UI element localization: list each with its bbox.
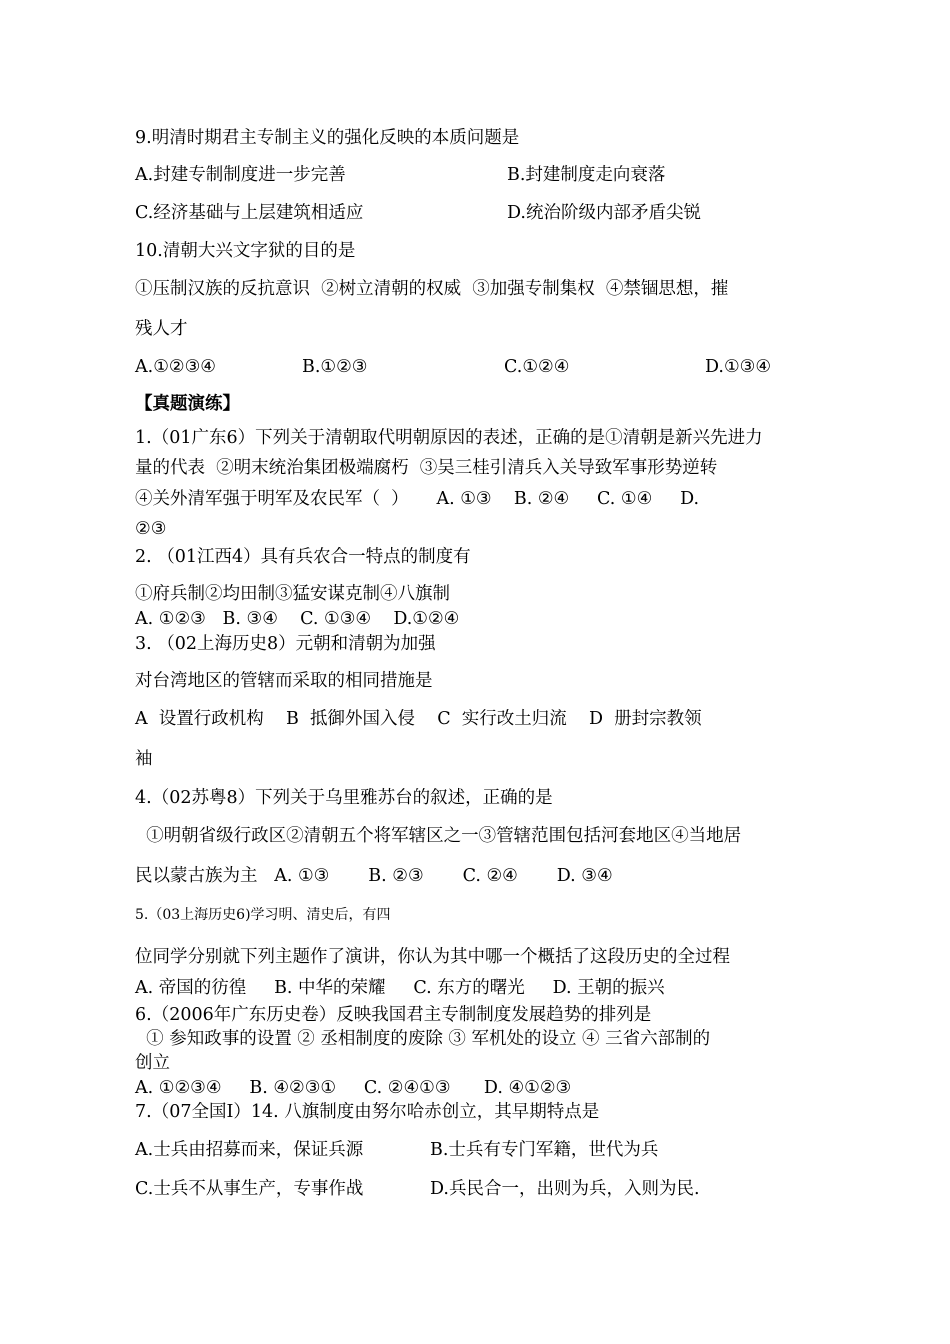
q9-option-d: D.统治阶级内部矛盾尖锐 bbox=[507, 203, 701, 223]
q10-option-d: D.①③④ bbox=[705, 357, 772, 377]
p4-line3: 民以蒙古族为主 A. ①③ B. ②③ C. ②④ D. ③④ bbox=[135, 866, 613, 886]
p7-option-a: A.士兵由招募而来，保证兵源 bbox=[135, 1140, 364, 1160]
p3-line4: 袖 bbox=[135, 749, 153, 769]
p7-option-c: C.士兵不从事生产，专事作战 bbox=[135, 1179, 364, 1199]
q9-option-a: A.封建专制制度进一步完善 bbox=[135, 165, 346, 185]
p7-option-d: D.兵民合一，出则为兵，入则为民. bbox=[430, 1179, 700, 1199]
q10-option-b: B.①②③ bbox=[302, 357, 368, 377]
p1-line2: 量的代表 ②明末统治集团极端腐朽 ③吴三桂引清兵入关导致军事形势逆转 bbox=[135, 458, 718, 478]
q9-stem: 9.明清时期君主专制主义的强化反映的本质问题是 bbox=[135, 128, 520, 148]
q9-option-c: C.经济基础与上层建筑相适应 bbox=[135, 203, 364, 223]
p2-options: A. ①②③ B. ③④ C. ①③④ D.①②④ bbox=[135, 609, 460, 629]
p6-line3: 创立 bbox=[135, 1053, 170, 1073]
q9-option-b: B.封建制度走向衰落 bbox=[507, 165, 666, 185]
section-title: 【真题演练】 bbox=[135, 394, 240, 414]
p6-line4: A. ①②③④ B. ④②③① C. ②④①③ D. ④①②③ bbox=[135, 1078, 572, 1098]
q10-stem: 10.清朝大兴文字狱的目的是 bbox=[135, 241, 356, 261]
p2-stem: 2. （01江西4）具有兵农合一特点的制度有 bbox=[135, 547, 471, 567]
p3-line3: A 设置行政机构 B 抵御外国入侵 C 实行改土归流 D 册封宗教领 bbox=[135, 709, 702, 729]
p6-line1: 6.（2006年广东历史卷）反映我国君主专制制度发展趋势的排列是 bbox=[135, 1005, 652, 1025]
p1-line3: ④关外清军强于明军及农民军（ ） A. ①③ B. ②④ C. ①④ D. bbox=[135, 489, 700, 509]
p7-stem: 7.（07全国Ⅰ）14. 八旗制度由努尔哈赤创立，其早期特点是 bbox=[135, 1102, 600, 1122]
p7-option-b: B.士兵有专门军籍，世代为兵 bbox=[430, 1140, 659, 1160]
p1-line1: 1.（01广东6）下列关于清朝取代明朝原因的表述，正确的是①清朝是新兴先进力 bbox=[135, 428, 763, 448]
p5-line2: 位同学分别就下列主题作了演讲，你认为其中哪一个概括了这段历史的全过程 bbox=[135, 947, 730, 967]
p5-line1: 5.（03上海历史6)学习明、清史后，有四 bbox=[135, 907, 391, 923]
p2-items: ①府兵制②均田制③猛安谋克制④八旗制 bbox=[135, 584, 450, 604]
p4-line1: 4.（02苏粤8）下列关于乌里雅苏台的叙述，正确的是 bbox=[135, 788, 553, 808]
q10-option-a: A.①②③④ bbox=[135, 357, 216, 377]
p5-line3: A. 帝国的彷徨 B. 中华的荣耀 C. 东方的曙光 D. 王朝的振兴 bbox=[135, 978, 665, 998]
p6-line2: ① 参知政事的设置 ② 丞相制度的废除 ③ 军机处的设立 ④ 三省六部制的 bbox=[135, 1029, 711, 1049]
p3-line1: 3. （02上海历史8）元朝和清朝为加强 bbox=[135, 634, 436, 654]
q10-items-line1: ①压制汉族的反抗意识 ②树立清朝的权威 ③加强专制集权 ④禁锢思想，摧 bbox=[135, 279, 729, 299]
p3-line2: 对台湾地区的管辖而采取的相同措施是 bbox=[135, 671, 433, 691]
q10-option-c: C.①②④ bbox=[504, 357, 570, 377]
p4-line2: ①明朝省级行政区②清朝五个将军辖区之一③管辖范围包括河套地区④当地居 bbox=[135, 826, 742, 846]
p1-line4: ②③ bbox=[135, 519, 167, 539]
q10-items-line2: 残人才 bbox=[135, 319, 188, 339]
